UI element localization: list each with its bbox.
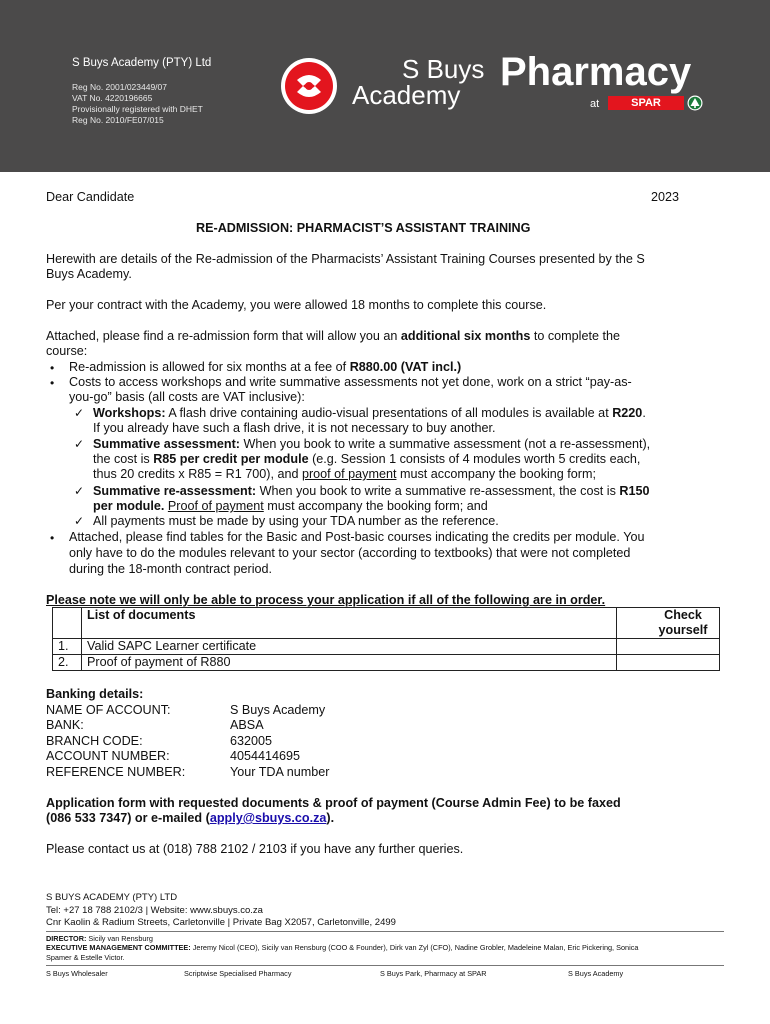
check-item: Workshops: A flash drive containing audio-visual presentations of all modules is available at R220. <box>93 406 646 420</box>
bank-label: BRANCH CODE: <box>46 734 143 748</box>
check-item: Summative assessment: When you book to write a summative assessment (not a re-assessment), <box>93 437 651 451</box>
bullet-icon: • <box>50 376 55 390</box>
paragraph-line: Buys Academy. <box>46 267 132 281</box>
check-item: thus 20 credits x R85 = R1 700), and proof of payment must accompany the booking form; <box>93 467 596 481</box>
footer-address: Cnr Kaolin & Radium Streets, Carletonville | Private Bag X2057, Carletonville, 2499 <box>46 917 396 928</box>
application-instructions: (086 533 7347) or e-mailed (apply@sbuys.co.za). <box>46 811 335 825</box>
spar-logo: SPAR <box>608 96 684 110</box>
bullet-item: Re-admission is allowed for six months at a fee of R880.00 (VAT incl.) <box>69 360 462 374</box>
paragraph-line: Herewith are details of the Re-admission of the Pharmacists’ Assistant Training Courses presented by the S <box>46 252 645 266</box>
bank-value: Your TDA number <box>230 765 330 779</box>
check-icon: ✓ <box>74 484 85 498</box>
table-cell-check[interactable] <box>617 639 720 655</box>
footer-brand: S Buys Wholesaler <box>46 969 108 978</box>
check-icon: ✓ <box>74 514 85 528</box>
table-cell-check[interactable] <box>617 655 720 671</box>
registration-info <box>72 82 203 126</box>
bank-label: ACCOUNT NUMBER: <box>46 749 170 763</box>
paragraph-line: Per your contract with the Academy, you were allowed 18 months to complete this course. <box>46 298 547 312</box>
footer-executive: EXECUTIVE MANAGEMENT COMMITTEE: Jeremy Nicol (CEO), Sicily van Rensburg (COO & Founder), Dirk van Zyl (CFO), Nadine Grobler, Madeleine Malan, Eric Pickering, Sonica <box>46 943 639 952</box>
email-link[interactable]: apply@sbuys.co.za <box>209 811 327 825</box>
bank-value: 632005 <box>230 734 273 748</box>
bullet-item: during the 18-month contract period. <box>69 562 273 576</box>
bullet-item: only have to do the modules relevant to your sector (according to textbooks) that were not completed <box>69 546 631 560</box>
table-cell-doc: Valid SAPC Learner certificate <box>82 639 617 655</box>
letter-year: 2023 <box>651 190 680 204</box>
check-item: All payments must be made by using your TDA number as the reference. <box>93 514 499 528</box>
footer-tel: Tel: +27 18 788 2102/3 | Website: www.sbuys.co.za <box>46 905 263 916</box>
check-item: the cost is R85 per credit per module (e.g. Session 1 consists of 4 modules worth 5 credits each, <box>93 452 641 466</box>
table-row <box>53 639 720 655</box>
table-header-check: Check yourself <box>617 608 720 639</box>
bullet-item: Attached, please find tables for the Basic and Post-basic courses indicating the credits per module. You <box>69 530 645 544</box>
bullet-icon: • <box>50 531 55 545</box>
pharmacy-wordmark: Pharmacy <box>500 50 692 94</box>
academy-logo-icon <box>279 56 339 116</box>
letter-title: RE-ADMISSION: PHARMACIST’S ASSISTANT TRAINING <box>196 221 531 235</box>
reg-line: Reg No. 2010/FE07/015 <box>72 115 164 125</box>
check-icon: ✓ <box>74 437 85 451</box>
academy-line1: S Buys <box>402 54 485 84</box>
bank-value: S Buys Academy <box>230 703 326 717</box>
check-icon: ✓ <box>74 406 85 420</box>
spar-tree-icon <box>687 95 703 111</box>
footer-divider <box>46 965 724 966</box>
bank-label: NAME OF ACCOUNT: <box>46 703 171 717</box>
footer-brand: Scriptwise Specialised Pharmacy <box>184 969 292 978</box>
table-header-documents: List of documents <box>82 608 617 639</box>
footer-executive: Spamer & Estelle Victor. <box>46 953 125 962</box>
salutation: Dear Candidate <box>46 190 135 204</box>
contact-line: Please contact us at (018) 788 2102 / 2103 if you have any further queries. <box>46 842 464 856</box>
academy-line2: Academy <box>352 80 461 110</box>
application-instructions: Application form with requested documents & proof of payment (Course Admin Fee) to be faxed <box>46 796 621 810</box>
letterhead <box>0 0 770 172</box>
footer-brand: S Buys Academy <box>568 969 624 978</box>
banking-heading: Banking details: <box>46 687 144 701</box>
table-header-row <box>53 608 720 639</box>
bullet-item: you-go” basis (all costs are VAT inclusive): <box>69 390 305 404</box>
reg-line: Reg No. 2001/023449/07 <box>72 82 167 92</box>
documents-table <box>52 607 720 671</box>
documents-heading: Please note we will only be able to process your application if all of the following are in order. <box>46 593 606 607</box>
bank-label: REFERENCE NUMBER: <box>46 765 186 779</box>
reg-line: Provisionally registered with DHET <box>72 104 203 114</box>
footer-divider <box>46 931 724 932</box>
check-item: per module. Proof of payment must accompany the booking form; and <box>93 499 488 513</box>
paragraph-line: course: <box>46 344 88 358</box>
bullet-item: Costs to access workshops and write summative assessments not yet done, work on a strict “pay-as- <box>69 375 632 389</box>
footer-brand: S Buys Park, Pharmacy at SPAR <box>380 969 487 978</box>
table-row <box>53 655 720 671</box>
bullet-icon: • <box>50 361 55 375</box>
academy-wordmark <box>352 56 484 108</box>
bank-label: BANK: <box>46 718 84 732</box>
check-item: If you already have such a flash drive, it is not necessary to buy another. <box>93 421 496 435</box>
footer-director: DIRECTOR: Sicily van Rensburg <box>46 934 153 943</box>
at-label: at <box>590 98 600 110</box>
check-item: Summative re-assessment: When you book to write a summative re-assessment, the cost is R150 <box>93 484 650 498</box>
bank-value: ABSA <box>230 718 264 732</box>
table-cell <box>53 608 82 639</box>
company-name: S Buys Academy (PTY) Ltd <box>72 57 212 69</box>
reg-line: VAT No. 4220196665 <box>72 93 153 103</box>
table-cell-num: 1. <box>53 639 82 655</box>
footer-company: S BUYS ACADEMY (PTY) LTD <box>46 892 178 903</box>
paragraph-line: Attached, please find a re-admission form that will allow you an additional six months to complete the <box>46 329 620 343</box>
table-cell-doc: Proof of payment of R880 <box>82 655 617 671</box>
bank-value: 4054414695 <box>230 749 301 763</box>
table-cell-num: 2. <box>53 655 82 671</box>
